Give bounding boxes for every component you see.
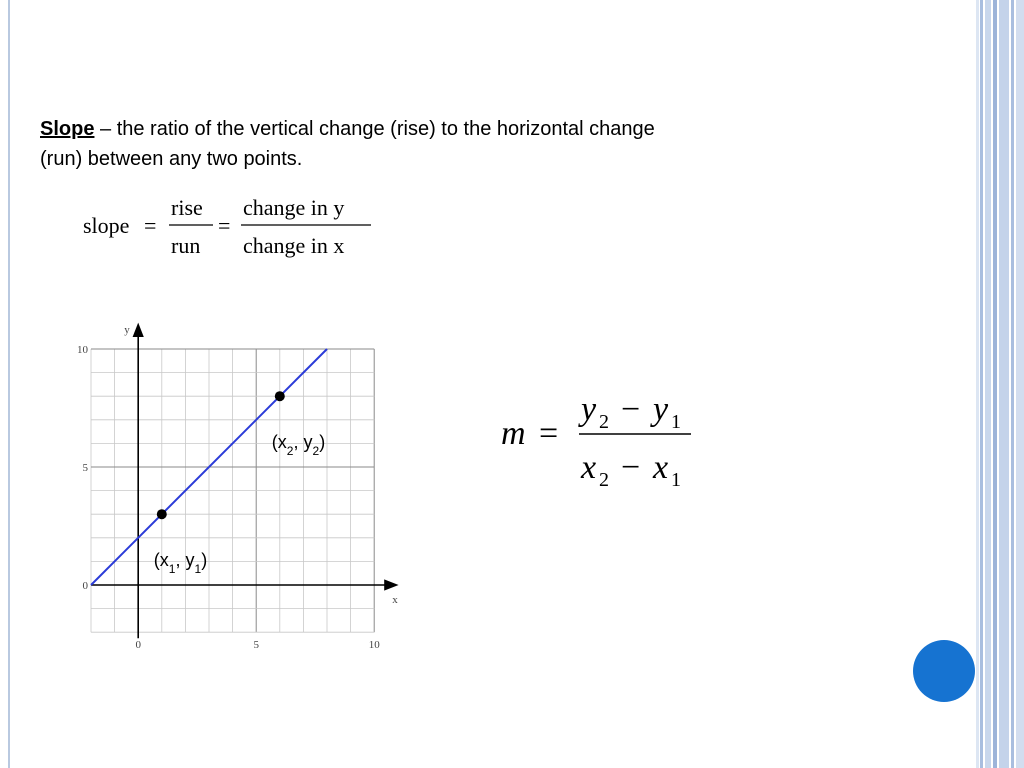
graph-grid — [91, 349, 374, 632]
y-axis-label: y — [124, 324, 130, 336]
slope-formula-rise: rise — [171, 195, 203, 220]
x-axis-label: x — [392, 594, 398, 606]
m-formula-x1-sub: 1 — [671, 469, 681, 491]
right-decorative-band — [976, 0, 1024, 768]
next-slide-button[interactable] — [913, 640, 975, 702]
m-formula-den-minus: − — [621, 449, 641, 486]
m-formula-y2-sub: 2 — [599, 411, 609, 433]
y-tick-label: 10 — [77, 344, 88, 356]
slope-formula-change-in-x: change in x — [243, 233, 345, 258]
definition-term: Slope — [40, 118, 95, 140]
left-border-rule — [8, 0, 10, 768]
point1-label: ($x_1$, $y_1$) — [153, 550, 208, 577]
slope-formula-eq2: = — [218, 213, 231, 238]
m-formula-x2: x — [581, 449, 597, 486]
graph-axes — [91, 329, 392, 638]
m-formula-y1: y — [653, 391, 669, 428]
m-formula-lhs: m — [501, 415, 526, 452]
definition-text-line1: – the ratio of the vertical change (rise) to the horizontal change — [94, 118, 655, 140]
point2-label: ($x_2$, $y_2$) — [271, 432, 326, 459]
slope-definition — [40, 114, 840, 174]
y-tick-label: 0 — [82, 580, 88, 592]
y-tick-label: 5 — [82, 462, 88, 474]
slope-formula-eq1: = — [144, 213, 157, 238]
x-tick-label: 0 — [135, 639, 141, 652]
graph-tick-labels — [77, 344, 380, 651]
slope-formula — [80, 188, 400, 268]
data-point-2 — [275, 391, 285, 401]
definition-text-line2: (run) between any two points. — [40, 148, 303, 170]
x-tick-label: 5 — [253, 639, 259, 652]
slope-formula-run: run — [171, 233, 201, 258]
m-formula — [495, 382, 715, 502]
slope-graph — [60, 318, 420, 658]
m-formula-y2: y — [581, 391, 597, 428]
m-formula-y1-sub: 1 — [671, 411, 681, 433]
m-formula-num-minus: − — [621, 391, 641, 428]
m-formula-x1: x — [653, 449, 669, 486]
data-point-1 — [157, 509, 167, 519]
m-formula-x2-sub: 2 — [599, 469, 609, 491]
slope-formula-lhs: slope — [83, 213, 130, 238]
m-formula-eq: = — [539, 415, 559, 452]
slope-formula-change-in-y: change in y — [243, 195, 345, 220]
x-tick-label: 10 — [368, 639, 380, 652]
